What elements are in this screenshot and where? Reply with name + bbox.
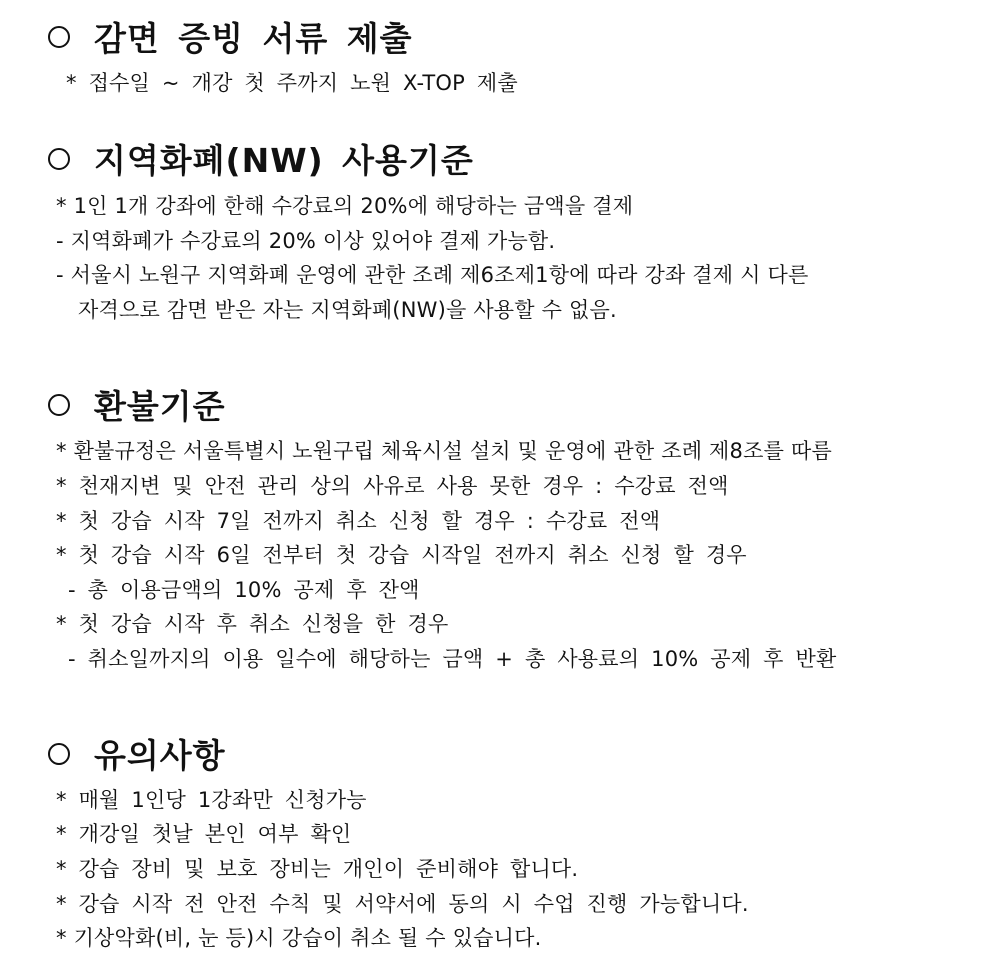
- section-heading-notes: [48, 731, 226, 775]
- section-title: 감면 증빙 서류 제출: [94, 18, 413, 58]
- section-line: - 서울시 노원구 지역화폐 운영에 관한 조례 제6조제1항에 따라 강좌 결제 시 다른: [56, 263, 809, 287]
- section-line: - 취소일까지의 이용 일수에 해당하는 금액 + 총 사용료의 10% 공제 후 반환: [68, 647, 837, 671]
- section-line: * 천재지변 및 안전 관리 상의 사유로 사용 못한 경우 : 수강료 전액: [56, 474, 729, 498]
- section-line: * 환불규정은 서울특별시 노원구립 체육시설 설치 및 운영에 관한 조례 제8조를 따름: [56, 439, 832, 463]
- section-heading-local-currency: [48, 136, 474, 180]
- section-line: * 첫 강습 시작 후 취소 신청을 한 경우: [56, 612, 449, 636]
- section-heading-exemption-documents: [48, 14, 413, 58]
- section-title: 유의사항: [94, 735, 226, 775]
- section-line: * 첫 강습 시작 6일 전부터 첫 강습 시작일 전까지 취소 신청 할 경우: [56, 543, 747, 567]
- section-line: - 총 이용금액의 10% 공제 후 잔액: [68, 578, 420, 602]
- section-title: 지역화폐(NW) 사용기준: [94, 140, 474, 180]
- section-line: - 지역화폐가 수강료의 20% 이상 있어야 결제 가능함.: [56, 229, 556, 253]
- section-line: * 매월 1인당 1강좌만 신청가능: [56, 788, 367, 812]
- section-line: * 1인 1개 강좌에 한해 수강료의 20%에 해당하는 금액을 결제: [56, 194, 634, 218]
- circle-bullet-icon: [48, 394, 70, 416]
- section-line: 자격으로 감면 받은 자는 지역화폐(NW)을 사용할 수 없음.: [78, 298, 617, 322]
- section-line: * 기상악화(비, 눈 등)시 강습이 취소 될 수 있습니다.: [56, 926, 542, 950]
- section-line: * 강습 장비 및 보호 장비는 개인이 준비해야 합니다.: [56, 857, 579, 881]
- section-line: * 접수일 ~ 개강 첫 주까지 노원 X-TOP 제출: [66, 71, 518, 95]
- section-title: 환불기준: [94, 386, 226, 426]
- circle-bullet-icon: [48, 148, 70, 170]
- section-line: * 강습 시작 전 안전 수칙 및 서약서에 동의 시 수업 진행 가능합니다.: [56, 892, 749, 916]
- section-line: * 개강일 첫날 본인 여부 확인: [56, 822, 352, 846]
- section-heading-refund-policy: [48, 382, 226, 426]
- section-line: * 첫 강습 시작 7일 전까지 취소 신청 할 경우 : 수강료 전액: [56, 509, 661, 533]
- circle-bullet-icon: [48, 26, 70, 48]
- circle-bullet-icon: [48, 743, 70, 765]
